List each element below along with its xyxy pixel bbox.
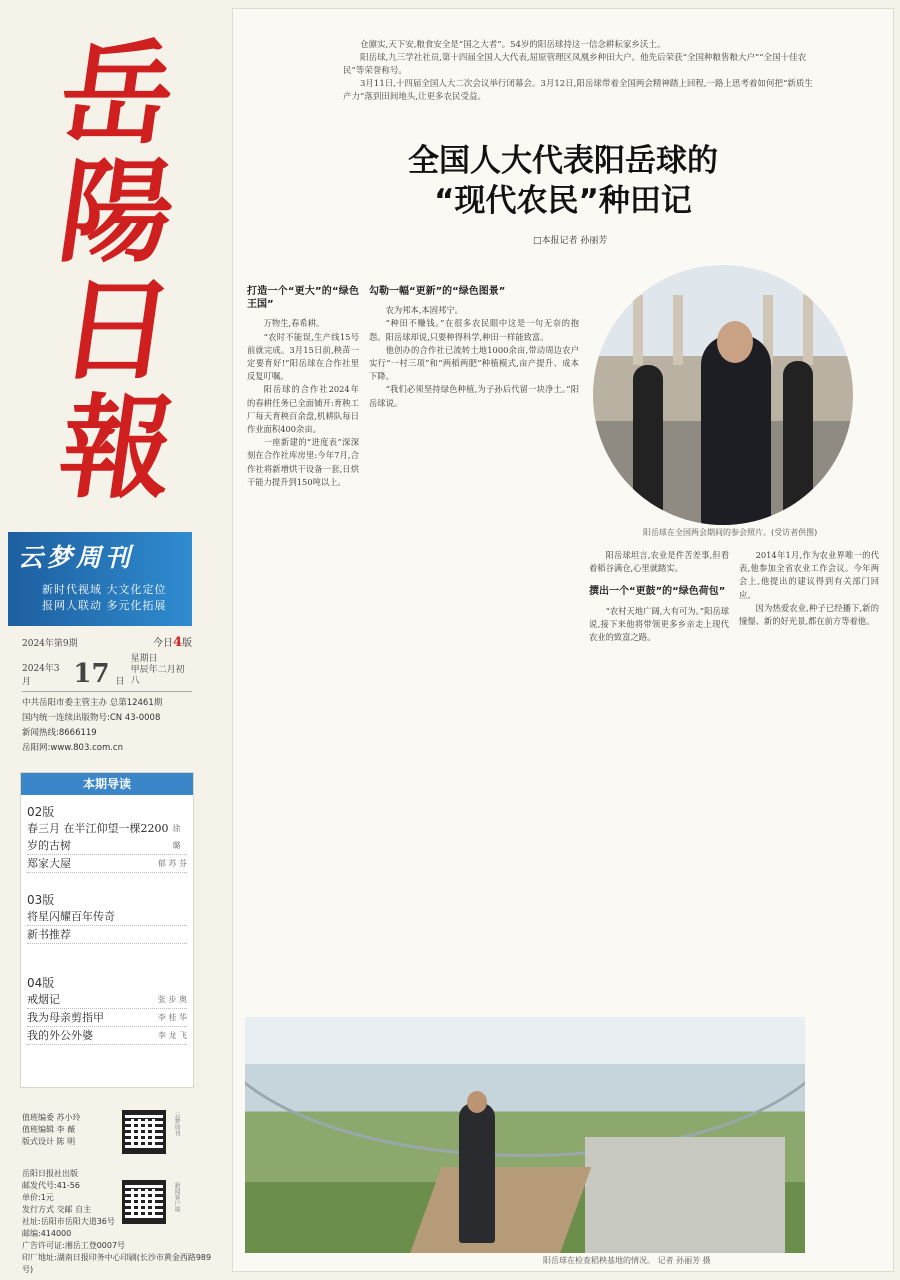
article-column: 2014年1月,作为农业界唯一的代表,他参加全省农业工作会议。今年两会上,他提出的建议得到有关部门回应。 因为热爱农业,种子已经播下,新的憧憬、新的好光景,都在前方等着他。 [739,550,879,627]
digest-item[interactable]: 郑家大屋 郁 苏 芬 [27,855,187,873]
masthead-logo [6,8,228,528]
section-heading: 撰出一个“更鼓”的“绿色荷包” [589,586,726,598]
digest-item[interactable]: 将星闪耀百年传奇 [27,908,187,926]
section-heading: 打造一个“更大”的“绿色王国” [247,286,359,311]
weekly-title: 云梦周刊 [18,543,135,572]
date-unit: 日 [115,677,125,687]
byline: □本报记者 孙丽芳 [533,236,608,246]
page-count: 今日4版 [152,635,192,650]
digest-edition: 03版 [27,893,55,907]
digest-edition: 02版 [27,805,55,819]
article-column: 勾勒一幅“更新”的“绿色图景” 农为邦本,本固邦宁。 “种田不赚钱。”在很多农民眼中这是一句无奈的抱怨。阳岳球却说,只要种得科学,种田一样能致富。 他创办的合作社已流转土地1000余亩,带动周边农户实行“一村三项”和“两稻两肥”种植模式,亩产提升、成本下降。 “我们必须坚持绿色种植,为子孙后代留一块净土。”阳岳球说。 [369,286,579,408]
digest-item[interactable]: 戒烟记 张 步 奥 [27,991,187,1009]
masthead-char: 日 [51,265,183,396]
masthead-char: 報 [51,383,183,514]
weekly-slogan: 报网人联动 多元化拓展 [42,599,167,612]
weekly-banner [8,532,192,626]
issue-number: 2024年第9期 [22,638,78,649]
qr-label: 新闻客户端 [173,1182,180,1212]
publisher-info: 中共岳阳市委主管主办 总第12461期 国内统一连续出版物号:CN 43-0008 新闻热线:8666119 岳阳网:www.803.com.cn [22,698,163,753]
main-article [232,8,894,1272]
date-prefix: 2024年3月 [22,664,60,687]
digest-item[interactable]: 我为母亲剪指甲 李 桂 华 [27,1009,187,1027]
digest-box [20,772,194,1088]
masthead-char: 岳 [51,29,183,160]
staff-info: 值班编委 苏小玲 值班编辑 李 薇 版式设计 陈 明 岳阳日报社出版 邮发代号:41-56 单价:1元 发行方式 交邮 自主 社址:岳阳市岳阳大道36号 邮编:414000 广告许可证:湘岳工登0007号 印厂地址:湖南日报印务中心印刷(长沙市黄金西路989号) [22,1113,212,1274]
article-title: 全国人大代表阳岳球的 “现代农民”种田记 [408,143,718,219]
digest-edition: 04版 [27,976,55,990]
portrait-photo [593,265,853,525]
digest-item[interactable]: 我的外公外婆 李 龙 飞 [27,1027,187,1045]
issue-info [22,634,192,692]
photo-caption: 阳岳球在全国两会期间的参会照片。(受访者供图) [643,528,818,537]
article-column: 打造一个“更大”的“绿色王国” 万物生,春希耕。 “农时不能误,生产线15号前就完成。3月15日前,秧苗一定要育好!”阳岳球在合作社里反复叮嘱。 阳岳球的合作社2024年的春耕任务已全面铺开:育秧工厂每天育秧百余盘,机耕队每日作业面积400余亩。 一座新建的“进度表”深深刻在合作社库房里:今年7月,合作社将新增烘干设备一套,日烘干能力提升到150吨以上。 [247,286,359,487]
field-photo [245,1017,805,1253]
digest-item[interactable]: 春三月 在半江仰望一棵2200岁的古树 徐 璐 [27,820,187,855]
issue-date [22,654,192,692]
qr-label: 云梦周刊 [173,1112,180,1136]
digest-item[interactable]: 新书推荐 [27,926,187,944]
section-heading: 勾勒一幅“更新”的“绿色图景” [369,286,506,297]
qr-code-icon[interactable] [122,1110,166,1154]
photo-caption: 阳岳球在检查稻秧基地的情况。 记者 孙丽芳 摄 [543,1256,711,1265]
weekly-slogan: 新时代视域 大文化定位 [42,583,167,596]
left-sidebar [6,8,228,1272]
weekday-block: 星期日 甲辰年二月初八 [130,654,185,686]
date-day: 17 [73,659,110,689]
qr-code-icon[interactable] [122,1180,166,1224]
article-column: 阳岳球坦言,农业是件苦差事,但看着稻谷满仓,心里就踏实。 撰出一个“更鼓”的“绿色荷包” “农村天地广阔,大有可为。”阳岳球说,接下来他将带领更多乡亲走上现代农业的致富之路。 [589,550,729,643]
digest-header: 本期导读 [21,773,193,795]
article-intro: 仓廪实,天下安,粮食安全是“国之大者”。54岁的阳岳球持这一信念耕耘家乡沃土。 阳岳球,九三学社社员,第十四届全国人大代表,屈原管理区凤凰乡种田大户。他先后荣获“全国种粮售粮大户”“全国十佳农民”等荣誉称号。 3月11日,十四届全国人大二次会议举行闭幕会。3月12日,阳岳球带着全国两会精神踏上回程,一路上思考着如何把“新质生产力”落到田间地头,让更多农民受益。 [343,40,813,102]
masthead-char: 陽 [51,147,183,278]
